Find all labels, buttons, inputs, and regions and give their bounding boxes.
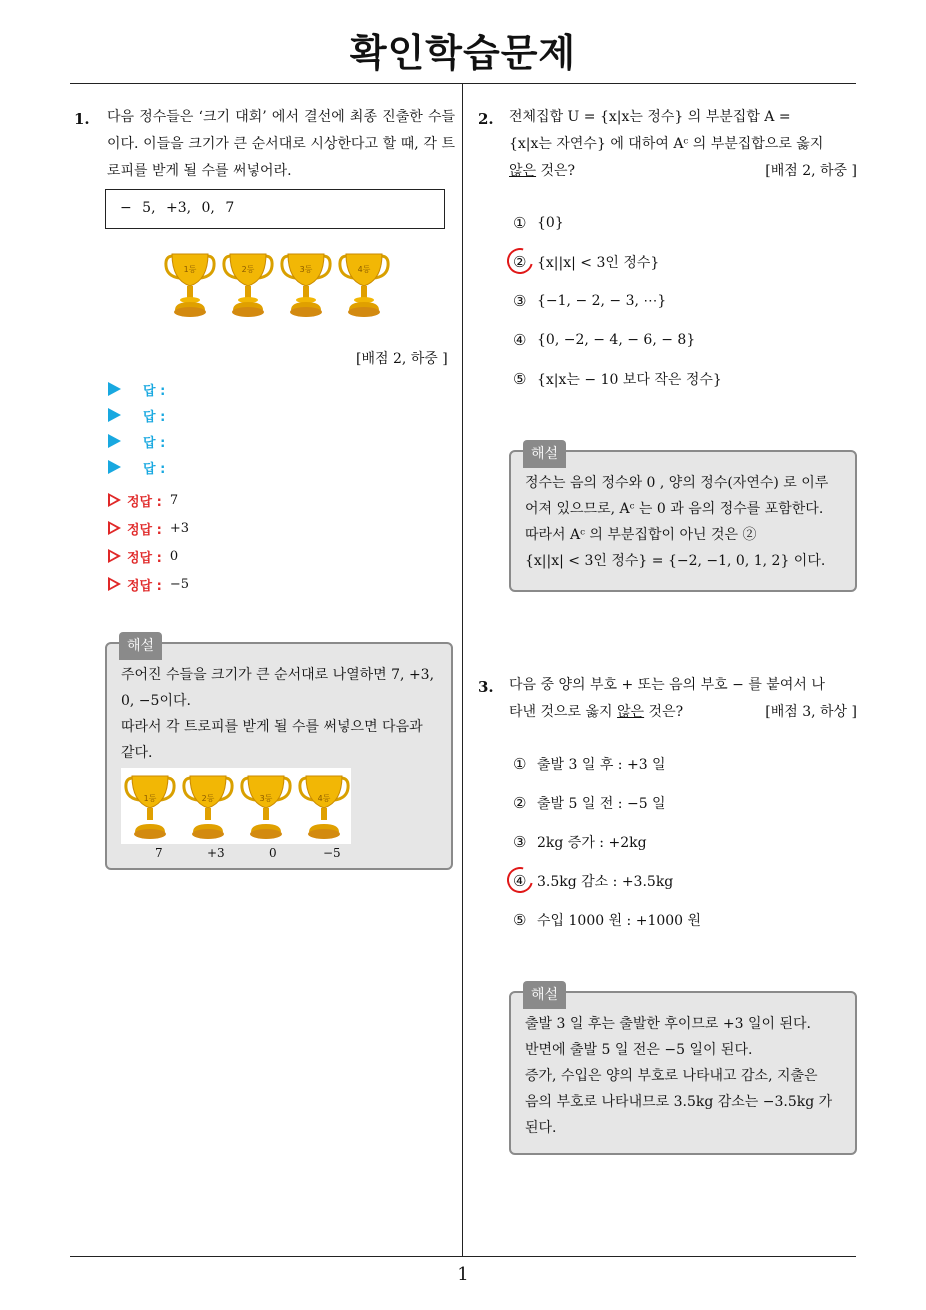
q2-solution-box — [509, 446, 857, 592]
q2-text-line: {x|x는 자연수} 에 대하여 Aᶜ 의 부분집합으로 옳지 — [509, 136, 824, 152]
option-text: {x|x는 − 10 보다 작은 정수} — [537, 371, 722, 388]
option-text: {x||x| < 3인 정수} — [537, 254, 660, 271]
trophy-icon — [297, 772, 351, 844]
trophy-label: 1등 — [143, 794, 157, 803]
option-mark: ② — [513, 793, 527, 812]
option-mark: ③ — [513, 291, 527, 310]
option-2[interactable] — [513, 242, 722, 281]
q3-text-end: 것은? — [644, 704, 684, 720]
solution-trophies — [121, 768, 351, 844]
trophy-icon — [239, 772, 293, 844]
solution-values — [121, 844, 361, 862]
q3-text-start: 타낸 것으로 옳지 — [509, 704, 618, 720]
q3-number: 3. — [478, 678, 494, 696]
correct-label: 정답 : — [127, 494, 162, 510]
solution-line: 출발 3 일 후는 출발한 후이므로 +3 일이 된다. — [525, 1016, 811, 1032]
q1-given-box: − 5, +3, 0, 7 — [105, 189, 445, 229]
correct-answer-row — [108, 570, 189, 598]
solution-line: 어져 있으므로, Aᶜ 는 0 과 음의 정수를 포함한다. — [525, 501, 824, 517]
q3-text-line — [509, 699, 857, 726]
solution-line: 음의 부호로 나타내므로 3.5kg 감소는 −3.5kg 가 — [525, 1094, 833, 1110]
trophy-icon — [221, 250, 275, 322]
solution-tag: 해설 — [523, 440, 566, 468]
q3-solution-box — [509, 987, 857, 1155]
option-text: {−1, − 2, − 3, ⋯} — [537, 292, 667, 309]
option-3[interactable] — [513, 281, 722, 320]
trophy-icon — [279, 250, 333, 322]
option-mark: ① — [513, 213, 527, 232]
trophy-label: 4등 — [357, 265, 371, 274]
q1-score: [배점 2, 하중 ] — [356, 351, 448, 367]
selected-circle-icon — [502, 862, 538, 898]
option-text: 출발 5 일 전 : −5 일 — [537, 795, 666, 812]
answer-row[interactable] — [108, 402, 189, 428]
answer-label: 답 : — [143, 435, 166, 451]
q3-options — [513, 744, 701, 939]
correct-answer-row — [108, 514, 189, 542]
option-mark: ③ — [513, 832, 527, 851]
trophy-label: 2등 — [201, 794, 215, 803]
q2-score: [배점 2, 하중 ] — [765, 163, 857, 179]
trophy-label: 3등 — [259, 794, 273, 803]
answer-row[interactable] — [108, 454, 189, 480]
play-arrow-icon — [108, 408, 121, 422]
trophy-icon — [337, 250, 391, 322]
option-5[interactable] — [513, 359, 722, 398]
option-text: 출발 3 일 후 : +3 일 — [537, 756, 666, 773]
footer-divider — [70, 1256, 856, 1257]
trophy-icon — [123, 772, 177, 844]
column-divider — [462, 83, 463, 1257]
correct-value: +3 — [169, 520, 190, 536]
option-mark: ④ — [513, 330, 527, 349]
solution-tag: 해설 — [119, 632, 162, 660]
play-arrow-icon — [108, 434, 121, 448]
option-text: 3.5kg 감소 : +3.5kg — [537, 873, 674, 890]
header-divider — [70, 83, 856, 84]
outline-arrow-icon — [108, 577, 121, 591]
solution-line: 증가, 수입은 양의 부호로 나타내고 감소, 지출은 — [525, 1068, 818, 1084]
correct-label: 정답 : — [127, 550, 162, 566]
underlined-word: 않은 — [617, 704, 645, 720]
q2-number: 2. — [478, 110, 494, 128]
play-arrow-icon — [108, 460, 121, 474]
option-text: {0} — [537, 214, 564, 231]
q2-options — [513, 203, 722, 398]
option-1[interactable] — [513, 744, 701, 783]
option-5[interactable] — [513, 900, 701, 939]
solution-text: 따라서 각 트로피를 받게 될 수를 써넣으면 다음과 같다. — [121, 719, 423, 761]
option-text: {0, −2, − 4, − 6, − 8} — [537, 331, 696, 348]
trophy-label: 1등 — [183, 265, 197, 274]
option-text: 수입 1000 원 : +1000 원 — [537, 912, 702, 929]
option-mark: ⑤ — [513, 910, 527, 929]
q1-solution-box — [105, 638, 453, 870]
trophy-label: 2등 — [241, 265, 255, 274]
q1-answer-list — [108, 376, 189, 598]
option-3[interactable] — [513, 822, 701, 861]
solution-value: +3 — [207, 846, 225, 860]
option-1[interactable] — [513, 203, 722, 242]
correct-value: 0 — [169, 548, 179, 564]
q2-text — [509, 104, 857, 185]
solution-value: 7 — [155, 846, 163, 860]
q1-number: 1. — [74, 110, 90, 128]
solution-line: {x||x| < 3인 정수} = {−2, −1, 0, 1, 2} 이다. — [525, 553, 826, 569]
solution-text: 주어진 수들을 크기가 큰 순서대로 나열하면 7, +3, 0, −5이다. — [121, 667, 435, 709]
correct-value: −5 — [169, 576, 190, 592]
correct-label: 정답 : — [127, 522, 162, 538]
answer-label: 답 : — [143, 461, 166, 477]
correct-answer-row — [108, 486, 189, 514]
correct-label: 정답 : — [127, 578, 162, 594]
trophy-icon — [181, 772, 235, 844]
q1-text: 다음 정수들은 ‘크기 대회’ 에서 결선에 최종 진출한 수들이다. 이들을 크기가 큰 순서대로 시상한다고 할 때, 각 트로피를 받게 될 수를 써넣어라. — [107, 109, 455, 179]
q2-text-line — [509, 158, 857, 185]
answer-row[interactable] — [108, 428, 189, 454]
option-text: 2kg 증가 : +2kg — [537, 834, 647, 851]
option-mark: ① — [513, 754, 527, 773]
option-4[interactable] — [513, 861, 701, 900]
underlined-word: 않은 — [509, 163, 537, 179]
option-mark: ② — [513, 252, 527, 271]
option-4[interactable] — [513, 320, 722, 359]
page-number: 1 — [457, 1264, 469, 1285]
q3-text-line: 다음 중 양의 부호 + 또는 음의 부호 − 를 붙여서 나 — [509, 677, 825, 693]
answer-row[interactable] — [108, 376, 189, 402]
solution-line: 따라서 Aᶜ 의 부분집합이 아닌 것은 ② — [525, 527, 757, 543]
selected-circle-icon — [502, 243, 538, 279]
q3-score: [배점 3, 하상 ] — [765, 704, 857, 720]
solution-line: 정수는 음의 정수와 0 , 양의 정수(자연수) 로 이루 — [525, 475, 829, 491]
q1-trophies — [163, 250, 395, 322]
solution-value: 0 — [269, 846, 277, 860]
solution-value: −5 — [323, 846, 341, 860]
trophy-label: 3등 — [299, 265, 313, 274]
solution-line: 반면에 출발 5 일 전은 −5 일이 된다. — [525, 1042, 753, 1058]
solution-line: 된다. — [525, 1120, 557, 1136]
option-2[interactable] — [513, 783, 701, 822]
trophy-label: 4등 — [317, 794, 331, 803]
trophy-icon — [163, 250, 217, 322]
play-arrow-icon — [108, 382, 121, 396]
q2-text-end: 것은? — [536, 163, 576, 179]
outline-arrow-icon — [108, 521, 121, 535]
correct-value: 7 — [169, 492, 179, 508]
outline-arrow-icon — [108, 493, 121, 507]
option-mark: ⑤ — [513, 369, 527, 388]
correct-answer-row — [108, 542, 189, 570]
q2-text-line: 전체집합 U = {x|x는 정수} 의 부분집합 A = — [509, 109, 791, 125]
option-mark: ④ — [513, 871, 527, 890]
solution-tag: 해설 — [523, 981, 566, 1009]
answer-label: 답 : — [143, 409, 166, 425]
outline-arrow-icon — [108, 549, 121, 563]
page-title: 확인학습문제 — [349, 31, 577, 75]
q3-text — [509, 672, 857, 726]
answer-label: 답 : — [143, 383, 166, 399]
